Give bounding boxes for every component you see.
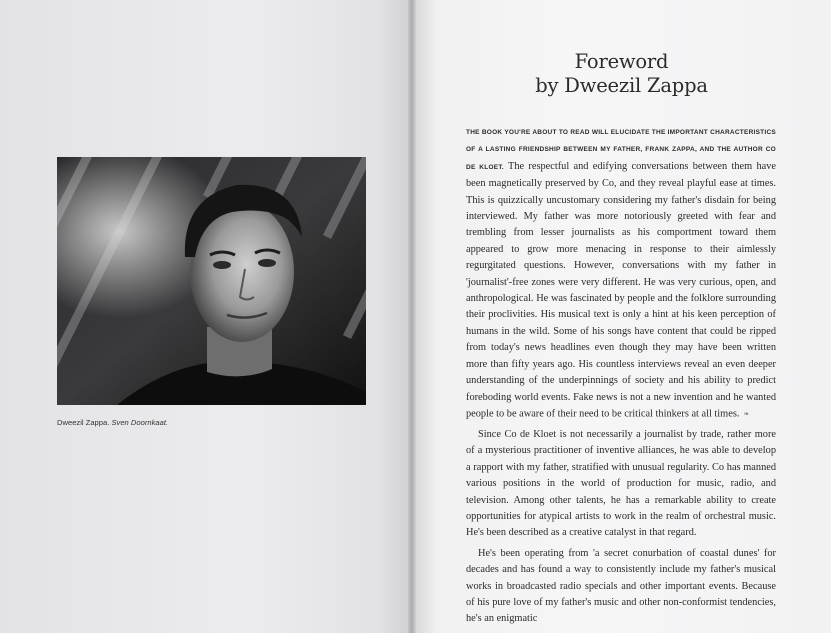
photo-caption xyxy=(57,418,168,427)
paragraph-1-text: The respectful and edifying conversations between them have been magnetically preserved by Co, and they reveal playful ease at times. This is quizzically uncustomary considering my father's disdain for being interviewed. My father was more notoriously greeted with fear and trembling from lesser journalists as his comportment toward them appeared to grow more menacing in response to their aimlessly regurgitated questions. However, conversations with my father in 'journalist'-free zones were very different. He was very curious, open, and anthropological. He was fascinated by people and the folklore surrounding their proclivities. His musical text is only a hint at his keen perception of humans in the wild. Some of his songs have content that could be ripped from today's news headlines even though they may have been written more than fifty years ago. His countless interviews reveal an even deeper understanding of the underpinnings of society and his ability to predict foreboding world events. Fake news is not a new invention and he wanted people to be aware of their need to be critical thinkers at all times. xyxy=(466,160,776,420)
lead-in-text: THE BOOK YOU'RE ABOUT TO READ WILL ELUCIDATE THE IMPORTANT CHARACTERISTICS OF A LASTING FRIENDSHIP BETWEEN MY FATHER, FRANK ZAPPA, AND THE AUTHOR CO DE KLOET. xyxy=(466,129,776,171)
caption-name: Dweezil Zappa. xyxy=(57,418,110,427)
foreword-heading xyxy=(412,50,831,98)
caption-credit: Sven Doornkaat. xyxy=(111,418,169,427)
left-page xyxy=(0,0,412,633)
paragraph-2: Since Co de Kloet is not necessarily a journalist by trade, rather more of a mysterious practitioner of inventive alliances, he was able to develop a rapport with my father, stratified with unusual regularity. Co has manned various positions in the world of production for music, radio, and television. Among other talents, he has a remarkable ability to create opportunities for atypical artists to work in the realm of orchestral music. He's been described as a creative catalyst in that regard. xyxy=(466,428,776,539)
paragraph-3: He's been operating from 'a secret conurbation of coastal dunes' for decades and has found a way to consistently include my father's musical works in broadcasted radio specials and other important events. Because of his pure love of my father's music and other non-conformist tendencies, he's an enigmatic xyxy=(466,547,776,625)
heading-byline: by Dweezil Zappa xyxy=(535,74,708,97)
paragraph-1 xyxy=(466,124,776,423)
portrait-photo xyxy=(57,157,366,405)
foreword-body xyxy=(466,124,776,628)
heading-title: Foreword xyxy=(574,50,669,73)
section-mark-icon: ❧ xyxy=(743,409,750,418)
